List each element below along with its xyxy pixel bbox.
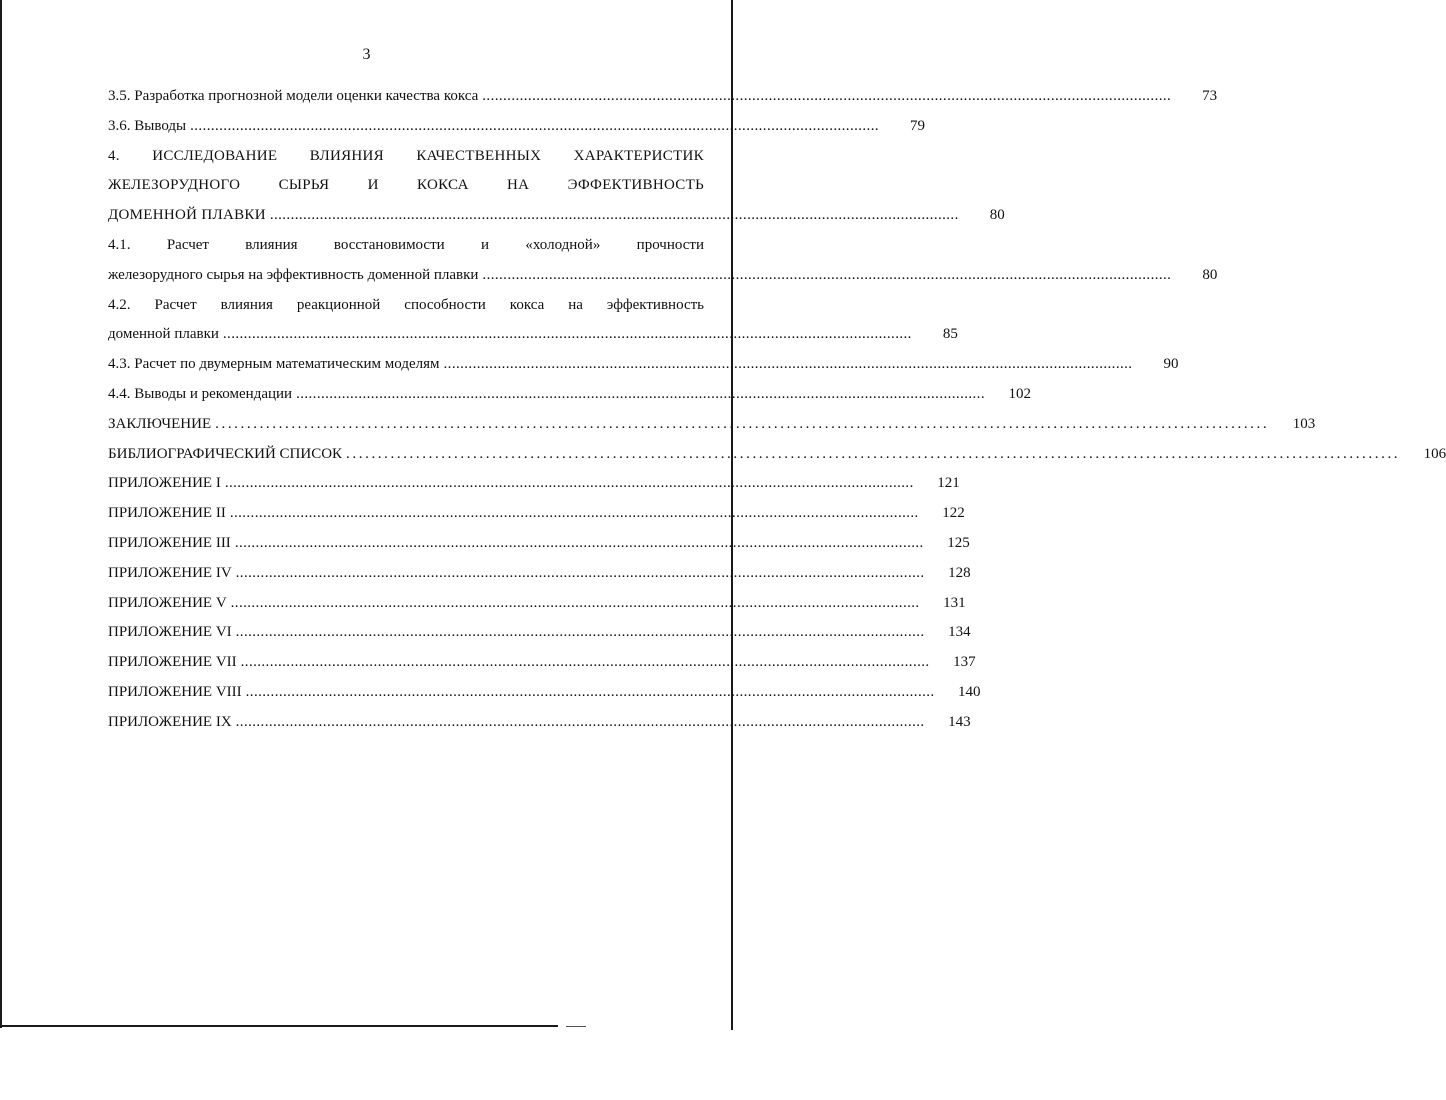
dot-leader: ...................................................................................................................................................................... — [482, 88, 1172, 104]
toc-entry-4-1-line1: 4.1. Расчет влияния восстановимости и «холодной» прочности — [108, 236, 704, 253]
toc-entry-label: железорудного сырья на эффективность доменной плавки — [108, 266, 479, 283]
toc-entry-3-6 — [108, 117, 925, 148]
toc-entry-page: 90 — [1163, 356, 1179, 373]
toc-entry-page: 143 — [948, 713, 971, 730]
toc-entry-page: 128 — [948, 564, 971, 581]
page-edge-bottom — [0, 1025, 558, 1027]
page-number: 3 — [362, 46, 371, 63]
toc-entry-appendix-7 — [108, 654, 976, 684]
dot-leader: ...................................................................................................................................................................... — [190, 117, 879, 134]
toc-entry-label: 3.6. Выводы — [108, 117, 187, 134]
toc-entry-label: ПРИЛОЖЕНИЕ IX — [108, 713, 232, 730]
toc-entry-page: 79 — [910, 117, 925, 134]
toc-entry-page: 134 — [948, 624, 971, 641]
toc-entry-page: 137 — [953, 654, 976, 671]
dot-leader: ...................................................................................................................................................................... — [346, 445, 1401, 462]
dot-leader: ...................................................................................................................................................................... — [240, 654, 930, 671]
page-edge-bottom-tail — [566, 1026, 586, 1027]
toc-entry-page: 103 — [1292, 415, 1316, 432]
toc-entry-appendix-8 — [108, 683, 981, 714]
toc-entry-label: 4.4. Выводы и рекомендации — [108, 385, 293, 402]
toc-entry-page: 80 — [989, 207, 1005, 224]
toc-entry-label: ПРИЛОЖЕНИЕ VI — [108, 624, 232, 641]
toc-entry-4-1 — [108, 266, 1218, 297]
toc-entry-label: ПРИЛОЖЕНИЕ III — [108, 534, 231, 551]
toc-entry-label: ПРИЛОЖЕНИЕ IV — [108, 564, 232, 581]
toc-entry-page: 121 — [937, 475, 960, 492]
toc-entry-label: 4.3. Расчет по двумерным математическим моделям — [108, 356, 440, 373]
toc-entry-4-line2: ЖЕЛЕЗОРУДНОГО СЫРЬЯ И КОКСА НА ЭФФЕКТИВНОСТЬ — [108, 177, 704, 194]
toc-entry-3-5 — [108, 88, 1218, 118]
toc-entry-bibliography — [108, 445, 1446, 476]
dot-leader: ...................................................................................................................................................................... — [222, 326, 912, 343]
toc-entry-label: ПРИЛОЖЕНИЕ I — [108, 475, 221, 492]
toc-entry-appendix-6 — [108, 624, 971, 654]
toc-entry-label: 3.5. Разработка прогнозной модели оценки качества кокса — [108, 88, 479, 104]
dot-leader: ...................................................................................................................................................................... — [482, 266, 1172, 283]
toc-entry-label: ПРИЛОЖЕНИЕ VIII — [108, 683, 242, 700]
toc-entry-4 — [108, 207, 1005, 237]
toc-entry-page: 102 — [1008, 385, 1031, 402]
toc-entry-4-3 — [108, 356, 1179, 386]
toc-entry-conclusion — [108, 415, 1316, 446]
toc-entry-4-2-line1: 4.2. Расчет влияния реакционной способности кокса на эффективность — [108, 296, 704, 313]
toc-entry-page: 106 — [1423, 445, 1446, 462]
toc-entry-label: ДОМЕННОЙ ПЛАВКИ — [108, 207, 266, 224]
dot-leader: ...................................................................................................................................................................... — [229, 505, 919, 522]
dot-leader: ...................................................................................................................................................................... — [235, 713, 925, 730]
dot-leader: ...................................................................................................................................................................... — [215, 415, 1270, 432]
dot-leader: ...................................................................................................................................................................... — [296, 385, 985, 402]
toc-entry-appendix-2 — [108, 505, 965, 535]
dot-leader: ...................................................................................................................................................................... — [245, 683, 935, 700]
toc-entry-appendix-5 — [108, 594, 966, 625]
toc-entry-label: ПРИЛОЖЕНИЕ II — [108, 505, 226, 522]
toc-entry-4-2 — [108, 326, 958, 356]
toc-entry-label: ЗАКЛЮЧЕНИЕ — [108, 415, 212, 432]
table-of-contents — [108, 88, 1446, 744]
dot-leader: ...................................................................................................................................................................... — [234, 534, 924, 551]
toc-entry-page: 140 — [958, 683, 981, 700]
toc-entry-label: БИБЛИОГРАФИЧЕСКИЙ СПИСОК — [108, 445, 343, 462]
toc-entry-page: 122 — [942, 505, 965, 522]
dot-leader: ...................................................................................................................................................................... — [235, 624, 925, 641]
page-edge-left — [0, 0, 2, 1028]
toc-entry-appendix-3 — [108, 534, 970, 565]
toc-entry-4-4 — [108, 385, 1031, 416]
toc-entry-label: ПРИЛОЖЕНИЕ V — [108, 594, 227, 611]
dot-leader: ...................................................................................................................................................................... — [443, 356, 1133, 373]
toc-entry-appendix-9 — [108, 713, 971, 744]
dot-leader: ...................................................................................................................................................................... — [235, 564, 925, 581]
toc-entry-page: 125 — [947, 534, 970, 551]
toc-entry-page: 80 — [1202, 266, 1218, 283]
toc-entry-page: 85 — [942, 326, 958, 343]
toc-entry-page: 73 — [1202, 88, 1218, 104]
toc-entry-page: 131 — [943, 594, 966, 611]
dot-leader: ...................................................................................................................................................................... — [224, 475, 914, 492]
toc-entry-appendix-4 — [108, 564, 971, 595]
toc-entry-label: ПРИЛОЖЕНИЕ VII — [108, 654, 237, 671]
dot-leader: ...................................................................................................................................................................... — [269, 207, 959, 224]
toc-entry-label: доменной плавки — [108, 326, 219, 343]
toc-entry-4-line1: 4. ИССЛЕДОВАНИЕ ВЛИЯНИЯ КАЧЕСТВЕННЫХ ХАРАКТЕРИСТИК — [108, 147, 704, 164]
toc-entry-appendix-1 — [108, 475, 960, 505]
dot-leader: ...................................................................................................................................................................... — [230, 594, 920, 611]
